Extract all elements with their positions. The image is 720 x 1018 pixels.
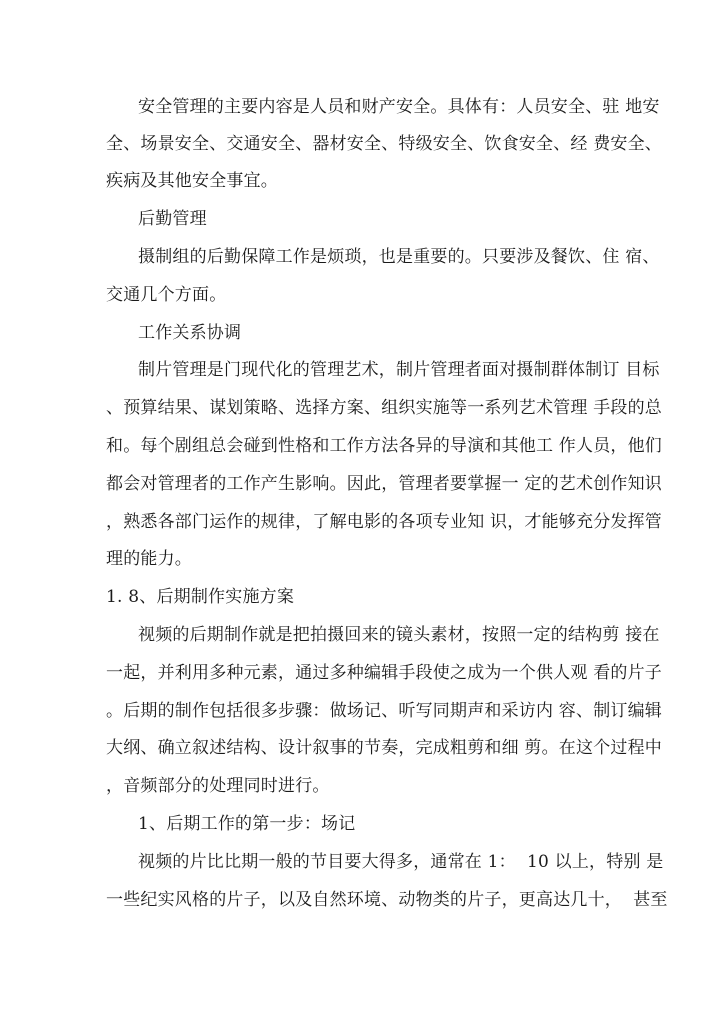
paragraph-line: 交通几个方面。 — [106, 285, 227, 305]
paragraph-line: 全、场景安全、交通安全、器材安全、特级安全、饮食安全、经 费安全、 — [106, 134, 663, 154]
section-heading: 1. 8、后期制作实施方案 — [106, 587, 295, 607]
paragraph-line: 一起，并利用多种元素，通过多种编辑手段使之成为一个供人观 看的片子 — [106, 663, 663, 683]
paragraph-line: 制片管理是门现代化的管理艺术，制片管理者面对摄制群体制订 目标 — [138, 360, 660, 380]
paragraph-line: 。后期的制作包括很多步骤：做场记、听写同期声和采访内 容、制订编辑 — [106, 701, 663, 721]
paragraph-line: 一些纪实风格的片子，以及自然环境、动物类的片子，更高达几十， 甚至 — [106, 890, 668, 910]
paragraph-line: ，熟悉各部门运作的规律，了解电影的各项专业知 识，才能够充分发挥管 — [106, 512, 663, 532]
paragraph-line: 和。每个剧组总会碰到性格和工作方法各异的导演和其他工 作人员，他们 — [106, 436, 663, 456]
paragraph-line: 疾病及其他安全事宜。 — [106, 171, 278, 191]
paragraph-line: 大纲、确立叙述结构、设计叙事的节奏，完成粗剪和细 剪。在这个过程中 — [106, 738, 663, 758]
section-heading: 工作关系协调 — [138, 323, 242, 343]
paragraph-line: 安全管理的主要内容是人员和财产安全。具体有：人员安全、驻 地安 — [138, 97, 660, 117]
paragraph-line: 摄制组的后勤保障工作是烦琐，也是重要的。只要涉及餐饮、住 宿、 — [138, 247, 660, 267]
paragraph-line: ，音频部分的处理同时进行。 — [106, 776, 330, 796]
paragraph-line: 视频的后期制作就是把拍摄回来的镜头素材，按照一定的结构剪 接在 — [138, 625, 660, 645]
section-heading: 1、后期工作的第一步：场记 — [138, 814, 356, 834]
paragraph-line: 视频的片比比期一般的节目要大得多，通常在 1： 10 以上，特别 是 — [138, 852, 664, 872]
section-heading: 后勤管理 — [138, 209, 207, 229]
paragraph-line: 理的能力。 — [106, 549, 192, 569]
paragraph-line: 、预算结果、谋划策略、选择方案、组织实施等一系列艺术管理 手段的总 — [106, 398, 663, 418]
paragraph-line: 都会对管理者的工作产生影响。因此，管理者要掌握一 定的艺术创作知识 — [106, 474, 663, 494]
